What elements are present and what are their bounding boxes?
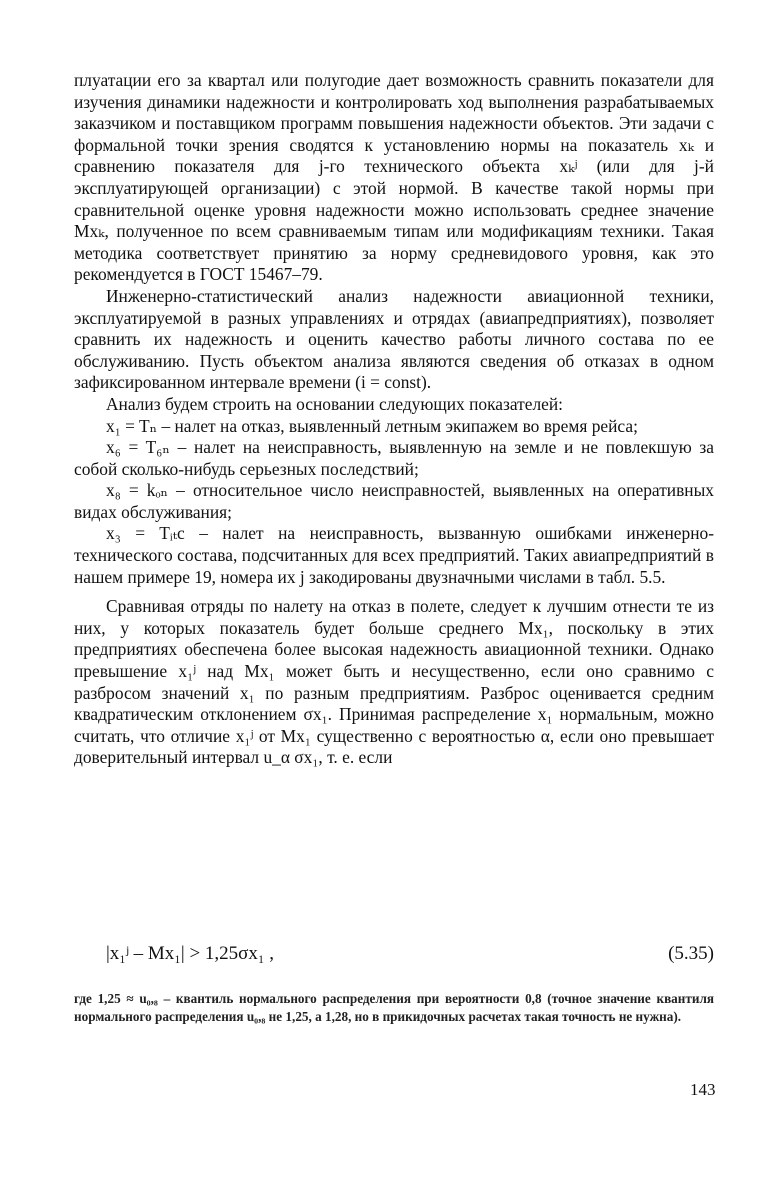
formula-expression: |x₁ʲ – Mx₁| > 1,25σx₁ , [106, 943, 275, 964]
page-number: 143 [690, 1080, 716, 1099]
formula-number: (5.35) [668, 943, 714, 964]
paragraph-indicator-x3: x₃ = Tᵢₜc – налет на неисправность, вызванную ошибками инженерно-технического состава, подсчитанных для всех предприятий. Таких авиапредприятий в нашем примере 19, номера их j закодированы двузначными числами в табл. 5.5. [74, 523, 714, 587]
paragraph-intro: плуатации его за квартал или полугодие дает возможность сравнить показатели для изучения динамики надежности и контролировать ход выполнения разрабатываемых заказчиком и поставщиком программ повышения надежности объектов. Эти задачи с формальной точки зрения сводятся к установлению нормы на показатель xₖ и сравнению показателя для j-го технического объекта xₖʲ (или для j-й эксплуатирующей организации) с этой нормой. В качестве такой нормы при сравнительной оценке уровня надежности можно использовать среднее значение Mxₖ, полученное по всем сравниваемым типам или модификациям техники. Такая методика соответствует принятию за норму средневидового уровня, как это рекомендуется в ГОСТ 15467–79. [74, 70, 714, 285]
paragraph-analysis: Инженерно-статистический анализ надежности авиационной техники, эксплуатируемой в разных управлениях и отрядах (авиапредприятиях), позволяет сравнить их надежность и оценить качество работы личного состава по ее обслуживанию. Пусть объектом анализа являются сведения об отказах в одном зафиксированном интервале времени (i = const). [74, 285, 714, 393]
footnote: где 1,25 ≈ u₀,₈ – квантиль нормального распределения при вероятности 0,8 (точное значение квантиля нормального распределения u₀,₈ не 1,25, а 1,28, но в прикидочных расчетах такая точность не нужна). [74, 991, 714, 1024]
paragraph-indicator-x6: x₆ = T₆ₙ – налет на неисправность, выявленную на земле и не повлекшую за собой сколько-нибудь серьезных последствий; [74, 437, 714, 479]
paragraph-comparison: Сравнивая отряды по налету на отказ в полете, следует к лучшим отнести те из них, у которых показатель будет больше среднего Mx₁, поскольку в этих предприятиях обеспечена более высокая надежность авиационной техники. Однако превышение x₁ʲ над Mx₁ может быть и несущественно, если оно сравнимо с разбросом значений x₁ по разным предприятиям. Разброс оценивается средним квадратическим отклонением σx₁. Принимая распределение x₁ нормальным, можно считать, что отличие x₁ʲ от Mx₁ существенно с вероятностью α, если оно превышает доверительный интервал u_α σx₁, т. е. если [74, 596, 714, 768]
main-text [74, 70, 714, 769]
paragraph-indicators-lead: Анализ будем строить на основании следующих показателей: [106, 393, 564, 414]
formula-row [74, 940, 714, 970]
paragraph-indicator-x1: x₁ = Tₙ – налет на отказ, выявленный летным экипажем во время рейса; [106, 415, 638, 436]
paragraph-indicator-x8: x₈ = kₒₙ – относительное число неисправностей, выявленных на оперативных видах обслуживания; [74, 480, 714, 522]
